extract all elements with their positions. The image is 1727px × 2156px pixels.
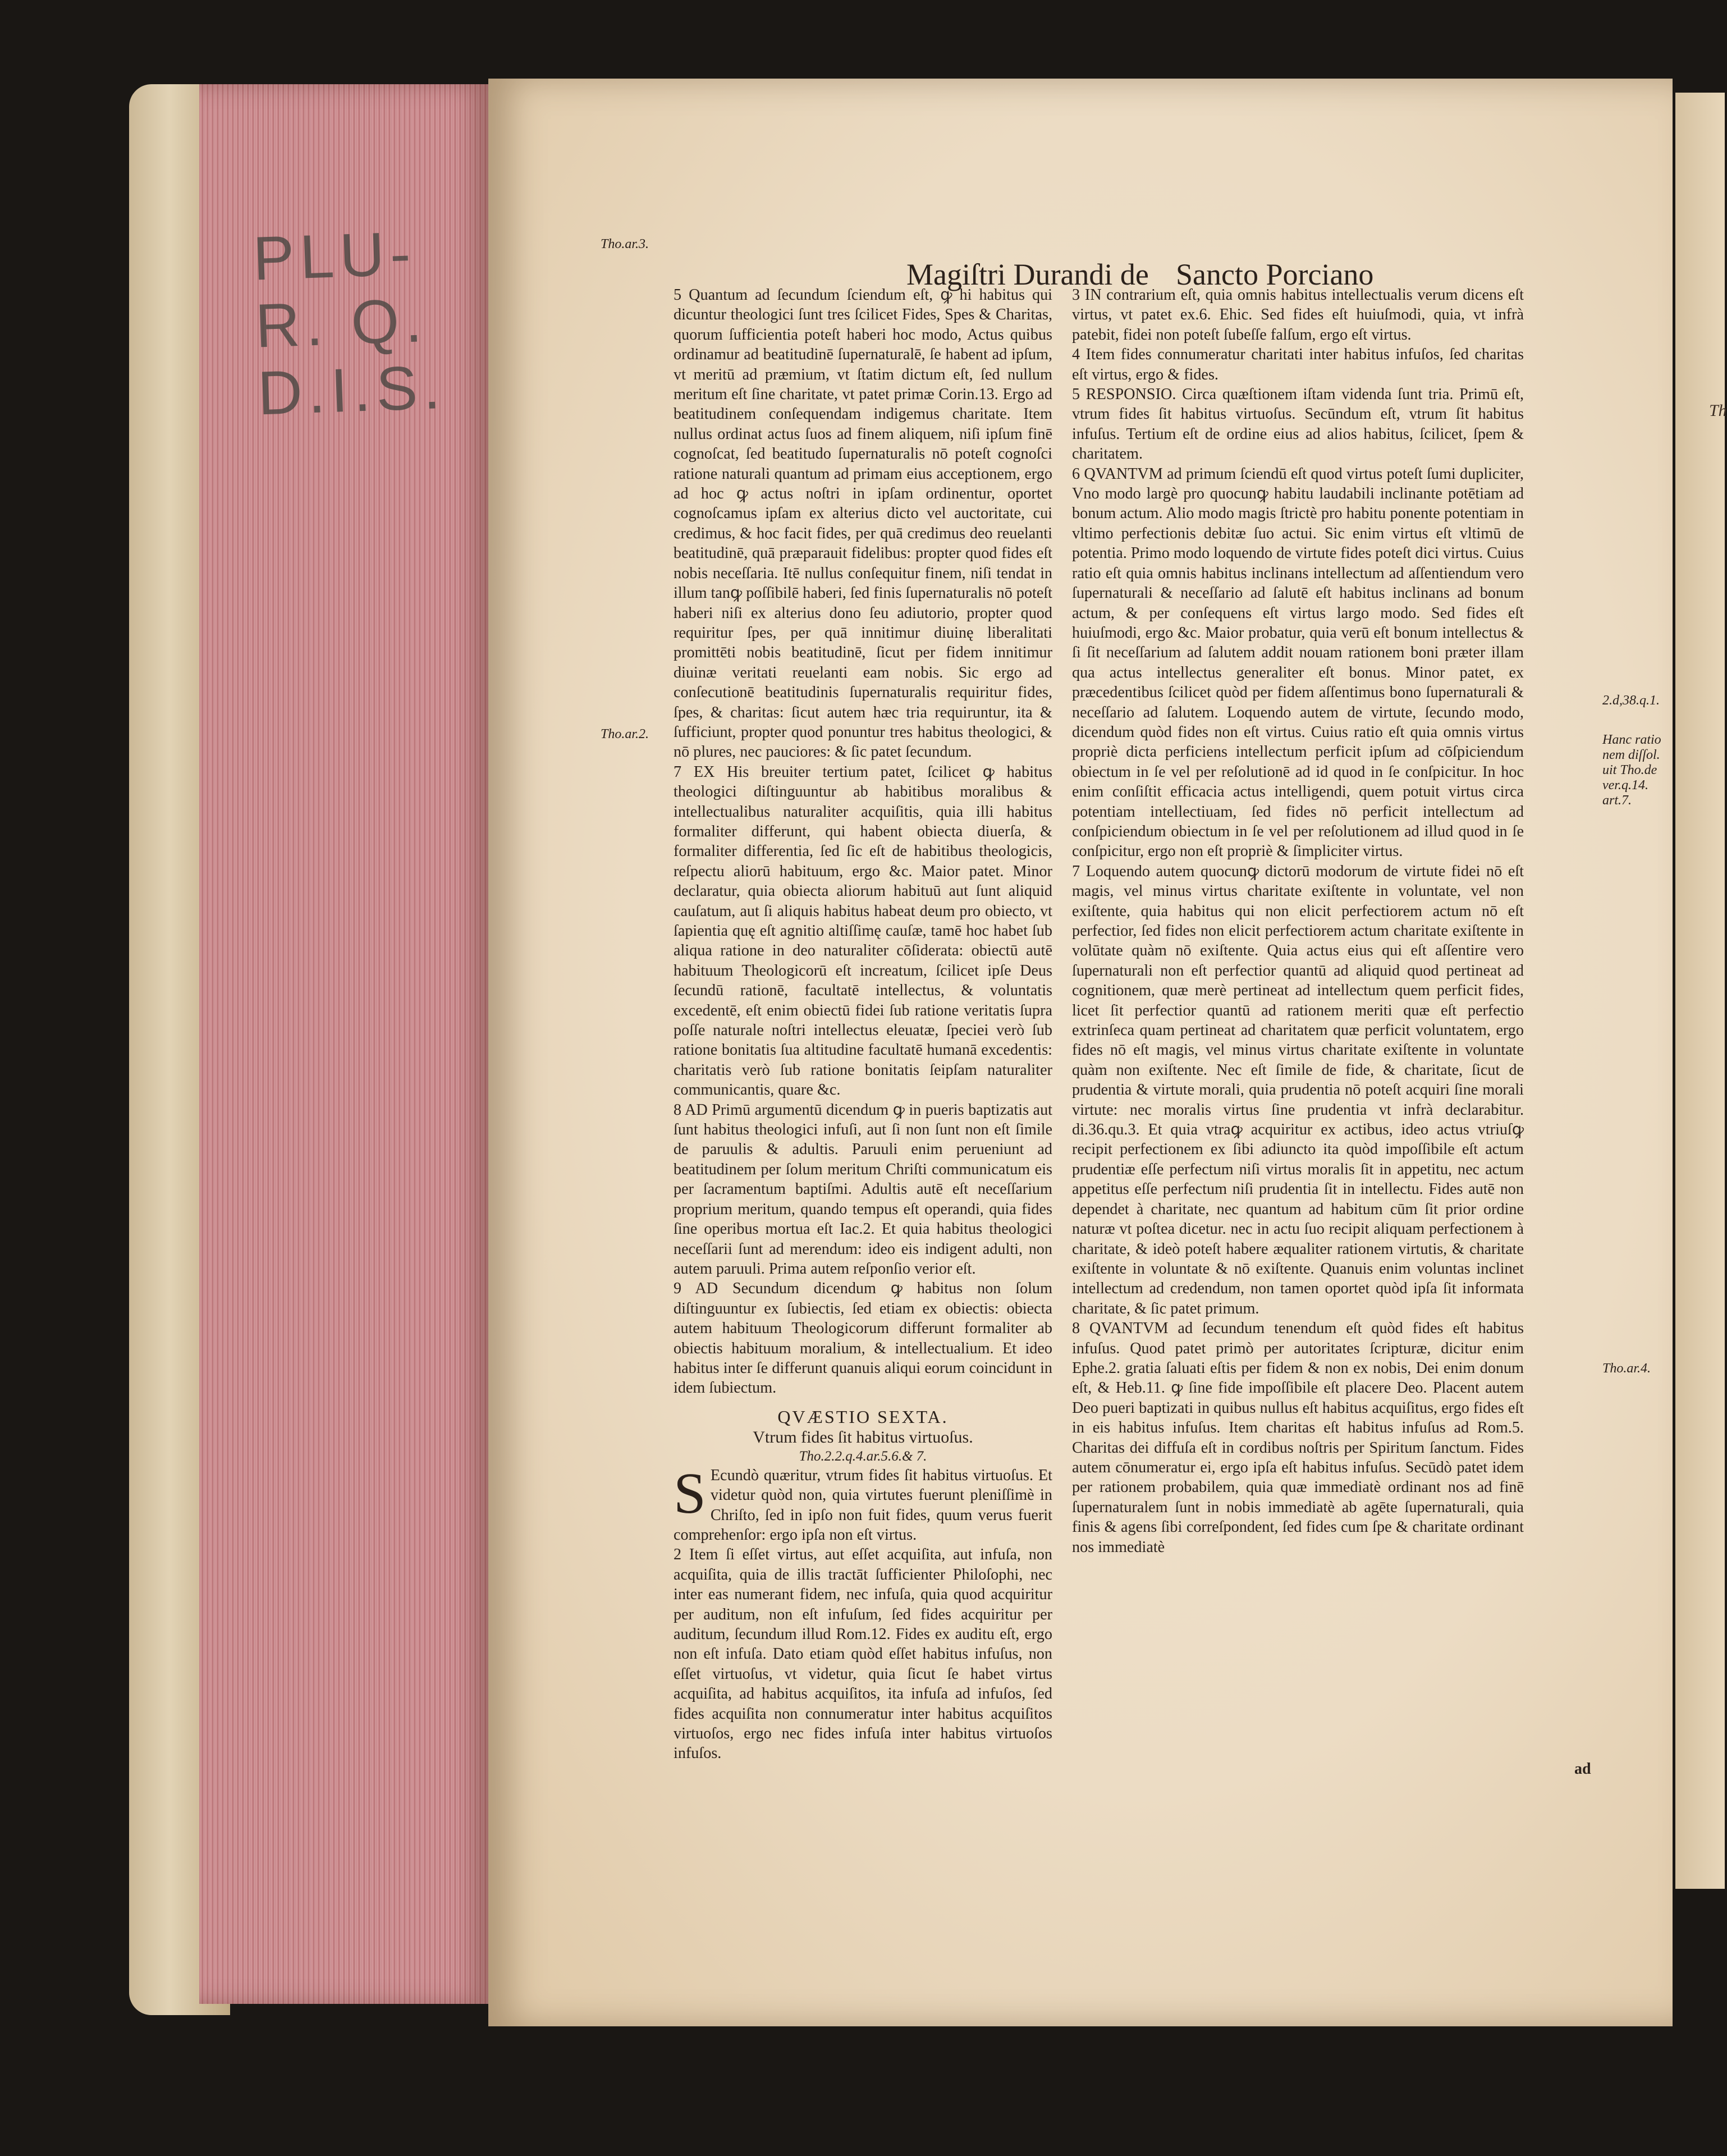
right-column xyxy=(1072,285,1524,1557)
question-reference: Tho.2.2.q.4.ar.5.6.& 7. xyxy=(799,1448,927,1464)
margin-note: Hanc ratio nem diſſol. uit Tho.de ver.q.14. art.7. xyxy=(1602,733,1661,808)
paragraph: 4 Item fides connumeratur charitati inter habitus infuſos, ſed charitas eſt virtus, ergo & fides. xyxy=(1072,346,1524,383)
margin-note: 2.d,38.q.1. xyxy=(1602,693,1660,708)
shelf-label: PLU-R. Q. D.I.S. xyxy=(251,218,447,428)
paragraph: 7 Loquendo autem quocunꝙ dictorū modorum de virtute fidei nō eſt magis, vel minus virtus charitate exiſtente in voluntate, vel non exiſtente, quia habitus qui non elicit perfectiorem actum nō eſt perfectior, ſed fides non elicit perfectiorem actum charitate exiſtente in volūtate quàm nō exiſtente. Quia actus eius qui eſt aſſentire vero ſupernaturali non eſt perfectior quantū ad aliquid quod pertineat ad cognitionem, quæ merè pertineat ad intellectum quem perficit fides, licet ſit perfectior quantū ad rationem meriti quæ eſt perfectio extrinſeca quam pertineat ad charitatem quæ perficit voluntatem, ergo fides nō eſt magis, vel minus virtus charitate exiſtente in voluntate quàm non exiſtente. Nec eſt ſimile de fide, & charitate, ſicut de prudentia & virtute morali, quia prudentia nō poteſt acquiri ſine morali virtute: nec moralis virtus ſine prudentia vt infrà declarabitur. di.36.qu.3. Et quia vtraꝙ acquiritur ex actibus, ideo actus vtriuſꝙ recipit perfectionem ex ſibi adiuncto ita quòd impoſſibile eſt actum prudentiæ eſſe perfectum niſi virtus moralis ſit in appetitu, nec actum appetitus eſſe perfectum niſi prudentia ſit in intellectu. Fides autē non dependet à charitate, nec quantum ad habitum cūm ſit prior ordine naturæ vt poſtea dicetur. nec in actu ſuo recipit aliquam perfectionem à charitate, & ideò poteſt habere æqualiter rationem virtutis, & charitate exiſtente in voluntate & nō exiſtente. Quanuis enim voluntas inclinet intellectum ad credendum, non tamen oportet quòd ipſa ſit informata charitate, & ſic patet primum. xyxy=(1072,862,1524,1317)
catchword: ad xyxy=(1574,1760,1591,1778)
paragraph: 6 QVANTVM ad primum ſciendū eſt quod virtus poteſt ſumi dupliciter, Vno modo largè pro quocunꝙ habitu laudabili inclinante potētiam ad bonum actum. Alio modo magis ſtrictè pro habitu ponente potentiam in vltimo perfectionis debitæ ſuo actui. Sic enim virtus eſt vltimū de potentia. Primo modo loquendo de virtute fides poteſt dici virtus. Cuius ratio eſt quia omnis habitus inclinans intellectum ad aſſentiendum vero ſupernaturali & neceſſario ad ſalutē eſt habitus inclinans ad bonum actum, & per conſequens eſt virtus largo modo. Sed fides eſt huiuſmodi, ergo &c. Maior probatur, quia verū eſt bonum intellectus & ſi ſit neceſſarium ad ſalutem addit nouam rationem boni præter illam qua actus intellectus generaliter eſt bonus. Minor patet, ex præcedentibus ſcilicet quòd per fidem aſſentimus bono ſupernaturali & neceſſario ad ſalutem. Loquendo autem de virtute, ſecundo modo, dicendum quòd fides non eſt virtus. Cuius ratio eſt quia omnis virtus propriè dicta perficiens intellectum perficit ipſum ad cōſpiciendum obiectum in ſe vel per reſolutionē ad id quod in ſe conſpicitur. In hoc enim conſiſtit efficacia actus intelligendi, quem potuit virtus circa potentiam intellectiuam, ſed fides nō perficit intellectum ad conſpiciendum obiectum in ſe vel per reſolutionem ad illud quod in ſe conſpicitur, ergo non eſt propriè & ſimpliciter virtus. xyxy=(1072,465,1524,860)
paragraph: 8 AD Primū argumentū dicendum ꝙ in pueris baptizatis aut ſunt habitus theologici infuſi, aut ſi non ſunt non eſt ſimile de paruulis & adultis. Paruuli enim perueniunt ad beatitudinem per ſolum meritum Chriſti communicatum eis per ſacramentum baptiſmi. Adultis autē eſt neceſſarium proprium meritum, quando tempus eſt operandi, quia fides ſine operibus mortua eſt Iac.2. Et quia habitus theologici neceſſarii ſunt ad merendum: ideo eis indigent adulti, non autem paruuli. Prima autem reſponſio verior eſt. xyxy=(674,1101,1052,1278)
running-header-right: Sancto Porciano xyxy=(1176,258,1374,291)
paragraph: 7 EX His breuiter tertium patet, ſcilicet ꝙ habitus theologici diſtinguuntur ab habitibus moralibus & intellectualibus naturaliter acquiſitis, quia illi habitus formaliter differunt, qui habent obiecta diuerſa, & formaliter differentia, ſed ſic eſt de habitibus theologicis, reſpectu aliorū habituum, ergo &c. Maior patet. Minor declaratur, quia obiecta aliorum habituū aut ſunt aliquid cauſatum, aut ſi aliquis habitus habeat deum pro obiecto, vt ſapientia quę eſt agnitio altiſſimę cauſæ, tamē hoc habet ſub aliqua ratione in deo naturaliter cōſiderata: obiectū autē habituum Theologicorū eſt increatum, ſcilicet ipſe Deus ſecundū rationē, facultatē intellectus, & voluntatis excedentē, eſt enim obiectū fidei ſub ratione veritatis ſupra poſſe naturale noſtri intellectus eleuatæ, ſpeciei verò ſub ratione bonitatis ſua altitudine facultatē humanā excedentis: charitatis verò ſub ratione bonitatis ſeipſam naturaliter communicantis, quare &c. xyxy=(674,763,1052,1099)
margin-note: Tho.ar.3. xyxy=(601,237,649,251)
paragraph: 3 IN contrarium eſt, quia omnis habitus intellectualis verum dicens eſt virtus, vt patet ex.6. Ehic. Sed fides eſt huiuſmodi, quia, vt infrà patebit, fidei non poteſt ſubeſſe falſum, ergo eſt virtus. xyxy=(1072,286,1524,344)
paragraph: Ecundò quæritur, vtrum fides ſit habitus virtuoſus. Et videtur quòd non, quia virtutes fuerunt pleniſſimè in Chriſto, ſed in ipſo non fuit fides, quum verus fuerit comprehenſor: ergo ipſa non eſt virtus. xyxy=(674,1466,1052,1544)
paragraph: 5 RESPONSIO. Circa quæſtionem iſtam videnda ſunt tria. Primū eſt, vtrum fides ſit habitus virtuoſus. Secūndum eſt, vtrum ſit habitus infuſus. Tertium eſt de ordine eius ad alios habitus, ſcilicet, ſpem & charitatem. xyxy=(1072,386,1524,463)
facing-page-edge xyxy=(1675,93,1725,1889)
question-title: QVÆSTIO SEXTA. xyxy=(777,1406,949,1427)
paragraph: 2 Item ſi eſſet virtus, aut eſſet acquiſita, aut infuſa, non acquiſita, quia de illis tractāt ſufficienter Philoſophi, nec inter eas numerant fidem, nec infuſa, quia quod acquiritur per auditum, non eſt infuſum, ſed fides acquiritur per auditum, ſecundum illud Rom.12. Fides ex auditu eſt, ergo non eſt infuſa. Dato etiam quòd eſſet habitus infuſus, non eſſet virtuoſus, vt videtur, quia ſicut ſe habet virtus acquiſita, ad habitus acquiſitos, ita infuſa ad infuſos, ſed fides acquiſita non connumeratur inter habitus acquiſitos virtuoſos, ergo nec fides infuſa inter habitus virtuoſos infuſos. xyxy=(674,1546,1052,1763)
paragraph: 8 QVANTVM ad ſecundum tenendum eſt quòd fides eſt habitus infuſus. Quod patet primò per autoritates ſcripturæ, dicitur enim Ephe.2. gratia ſaluati eſtis per fidem & non ex nobis, Dei enim donum eſt, & Heb.11. ꝙ ſine fide impoſſibile eſt placere Deo. Placent autem Deo pueri baptizati in quibus nullus eſt habitus acquiſitus, ergo fides eſt in eis habitus infuſus. Item charitas eſt habitus infuſus ad Rom.5. Charitas dei diffuſa eſt in cordibus noſtris per Spiritum ſanctum. Fides autem cōnumeratur ei, ergo ipſa eſt habitus infuſus. Secūdò patet idem per rationem probabilem, quia quæ immediatè ordinant nos ad finē ſupernaturalem ſunt in nobis immediatè ab agēte ſupernaturali, quia finis & agens ſibi correſpondent, ſed fides cum ſpe & charitate ordinant nos immediatè xyxy=(1072,1320,1524,1556)
book-page xyxy=(488,79,1673,2026)
question-subtitle: Vtrum fides ſit habitus virtuoſus. xyxy=(753,1427,973,1447)
margin-note: Tho.ar.4. xyxy=(1602,1361,1651,1376)
paragraph: 5 Quantum ad ſecundum ſciendum eſt, ꝙ hi habitus qui dicuntur theologici ſunt tres ſcilicet Fides, Spes & Charitas, quorum ſufficientia poteſt haberi hoc modo, Actus quibus ordinamur ad beatitudinē ſupernaturalē, ſe habent ad ipſum, vt meritū ad præmium, vt ſtatim dictum eſt, ſed nullum meritum eſt ſine charitate, vt patet primæ Corin.13. Ergo ad beatitudinem conſequendam indigemus charitate. Item nullus ordinat actus ſuos ad finem aliquem, niſi ipſum finē cognoſcat, ſed beatitudo ſupernaturalis nō poteſt cognoſci ratione naturali quantum ad primam eius acceptionem, ergo ad hoc ꝙ actus noſtri in ipſam ordinentur, oportet cognoſcamus ipſam ex alterius dicto vel auctoritate, cui credimus, & hoc facit fides, per quā credimus deo reuelanti beatitudinē, quā præparauit fidelibus: propter quod fides eſt nobis neceſſaria. Itē nullus conſequitur finem, niſi tendat in illum tanꝙ poſſibilē haberi, ſed finis ſupernaturalis nō poteſt haberi niſi ex alterius dono ſeu adiutorio, propter quod requiritur ſpes, per quā innitimur diuinę liberalitati promittēti nobis beatitudinē, ſicut per fidem innitimur diuinæ veritati reuelanti eam nobis. Sic ergo ad conſecutionē beatitudinis ſupernaturalis requiritur fides, ſpes, & charitas: ſicut autem hæc tria requiruntur, ita & ſufficiunt, propter quod ponuntur tres habitus theologici, & nō plures, nec pauciores: & ſic patet ſecundum. xyxy=(674,286,1052,761)
facing-page-fragment: Th xyxy=(1709,401,1727,420)
running-header-left: Magiſtri Durandi de xyxy=(906,258,1149,291)
paragraph: 9 AD Secundum dicendum ꝙ habitus non ſolum diſtinguuntur ex ſubiectis, ſed etiam ex obiectis: obiecta autem habituum Theologicorum differunt formaliter ab obiectis habituum moralium, & intellectualium. Et ideo habitus inter ſe differunt quanuis aliqui eorum coincidunt in idem ſubiectum. xyxy=(674,1280,1052,1397)
drop-cap: S xyxy=(674,1461,706,1526)
left-column xyxy=(674,285,1052,1764)
margin-note: Tho.ar.2. xyxy=(601,727,649,741)
